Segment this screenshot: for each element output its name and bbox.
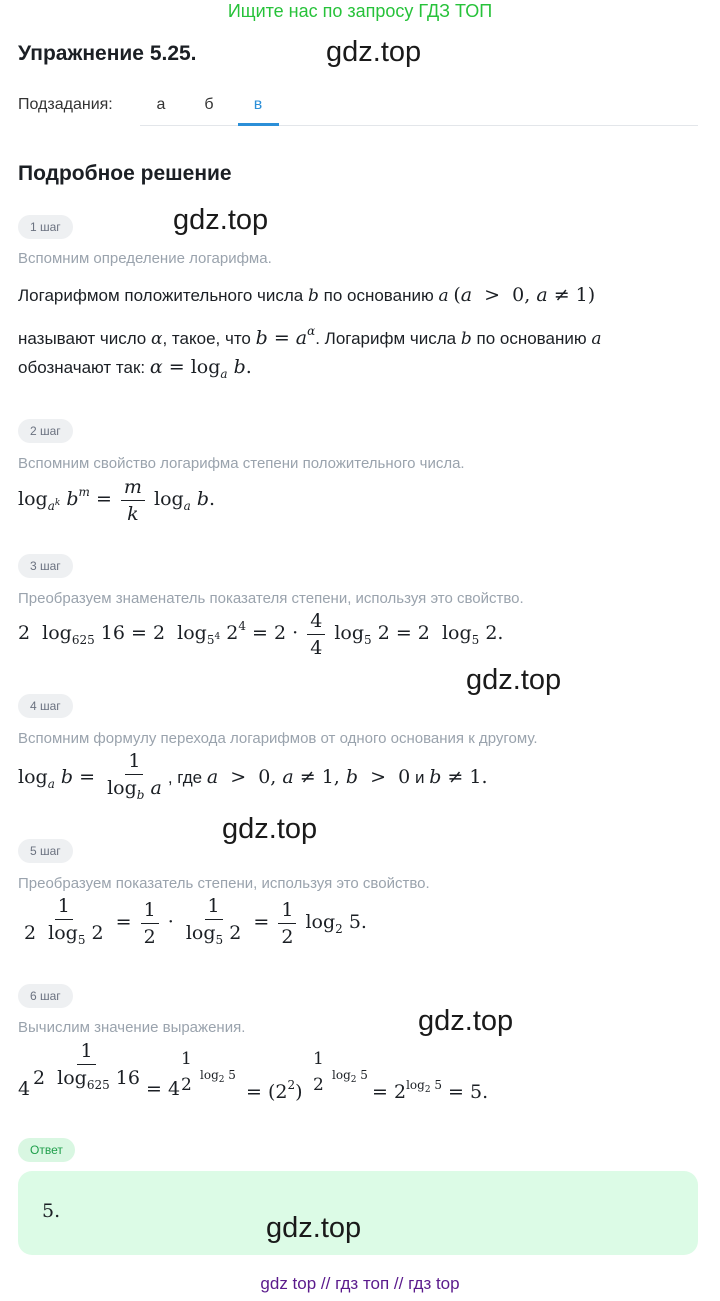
active-tab-indicator bbox=[238, 123, 279, 126]
watermark: gdz.top bbox=[266, 1212, 362, 1244]
watermark: gdz.top bbox=[222, 813, 318, 845]
footer-links[interactable]: gdz top // гдз топ // гдз top bbox=[260, 1274, 460, 1293]
formula-log-power: $\log_{a^k} b^m$ = $\frac{m}{k}$ $\log_a b$. bbox=[18, 475, 216, 525]
tabs-divider bbox=[140, 125, 698, 126]
step-hint: Вспомним формулу перехода логарифмов от одного основания к другому. bbox=[18, 730, 538, 747]
top-banner[interactable]: Ищите нас по запросу ГДЗ ТОП bbox=[227, 1, 493, 21]
answer-value: 5. bbox=[42, 1200, 61, 1222]
formula-step-3: 2 $\log_{625} 16 = 2$ $\log_{5^4} 2^4 = 2$ · $\frac{4}{4}$ $\log_5 2 = 2$ $\log_5 2$. bbox=[18, 609, 504, 659]
exercise-title: Упражнение 5.25. bbox=[18, 42, 197, 65]
section-title: Подробное решение bbox=[18, 162, 232, 185]
formula-step-6: 4 $\frac{1}{2 \log_{625} 16}$ = 4 1 2 $\log_2 5$ = $(2^2)$ 1 2 $\log_2 5$ = $2^{log_2 5} = 5$. bbox=[18, 1040, 489, 1103]
tab-a[interactable]: а bbox=[156, 96, 166, 113]
step-hint: Вычислим значение выражения. bbox=[18, 1019, 246, 1036]
step-hint: Преобразуем показатель степени, используя это свойство. bbox=[18, 875, 430, 892]
step-badge: 3 шаг bbox=[18, 554, 73, 578]
step-badge: 1 шаг bbox=[18, 215, 73, 239]
step-hint: Вспомним свойство логарифма степени положительного числа. bbox=[18, 455, 465, 472]
watermark: gdz.top bbox=[173, 204, 269, 236]
step-hint: Преобразуем знаменатель показателя степени, используя это свойство. bbox=[18, 590, 524, 607]
formula-change-of-base: $\log_a b$ = $\frac{1}{\log_b a}$ , где a > 0, a ≠ 1, b > 0 и b ≠ 1. bbox=[18, 750, 488, 802]
subtasks-label: Подзадания: bbox=[18, 96, 113, 113]
answer-badge: Ответ bbox=[18, 1138, 75, 1162]
step-badge: 4 шаг bbox=[18, 694, 73, 718]
definition-line-3: обозначают так: $\alpha = \log_a b$. bbox=[18, 356, 252, 381]
step-badge: 6 шаг bbox=[18, 984, 73, 1008]
definition-line-2: называют число α, такое, что $b = a^\alpha$. Логарифм числа b по основанию a bbox=[18, 324, 602, 349]
step-hint: Вспомним определение логарифма. bbox=[18, 250, 272, 267]
watermark: gdz.top bbox=[326, 36, 422, 68]
definition-line-1: Логарифмом положительного числа b по основанию a (a > 0, a ≠ 1) bbox=[18, 284, 596, 306]
step-badge: 5 шаг bbox=[18, 839, 73, 863]
tab-v[interactable]: в bbox=[253, 96, 263, 113]
watermark: gdz.top bbox=[418, 1005, 514, 1037]
tab-b[interactable]: б bbox=[204, 96, 214, 113]
formula-step-5: $\frac{1}{2 \log_5 2}$ = $\frac{1}{2}$ · $\frac{1}{\log_5 2}$ = $\frac{1}{2}$ $\log_2 5$. bbox=[24, 895, 367, 948]
watermark: gdz.top bbox=[466, 664, 562, 696]
step-badge: 2 шаг bbox=[18, 419, 73, 443]
